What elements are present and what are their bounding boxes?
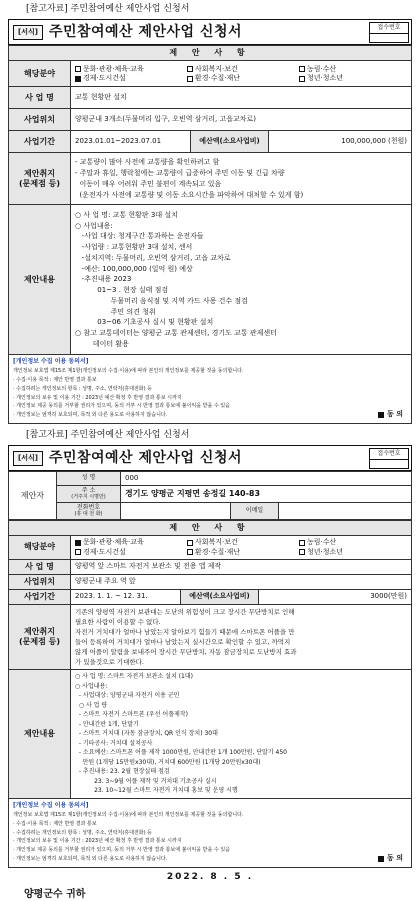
privacy-lines bbox=[13, 811, 407, 864]
content-line: -사업량 : 교통현황판 3대 설치, 센서 bbox=[75, 243, 193, 252]
reason-label-main: 제안취지 bbox=[24, 627, 55, 637]
category-grid bbox=[75, 538, 407, 557]
content-line: 03~06 기초공사 실시 및 현황판 설치 bbox=[75, 318, 214, 327]
proposal-table bbox=[8, 520, 412, 799]
category-label: 청년·청소년 bbox=[307, 74, 344, 83]
project-content[interactable] bbox=[71, 670, 412, 799]
project-budget[interactable]: 100,000,000 (천원) bbox=[269, 131, 412, 153]
project-period[interactable]: 2023.01.01~2023.07.01 bbox=[71, 131, 191, 153]
project-name[interactable]: 양평역 앞 스마트 자전거 보관소 및 전용 앱 제작 bbox=[71, 559, 412, 574]
content-line: 주민 의견 청취 bbox=[75, 307, 156, 316]
receipt-number-label: 접수번호 bbox=[369, 448, 409, 460]
checkbox-checked-icon bbox=[75, 76, 81, 82]
field-label: 해당분야 bbox=[9, 61, 71, 87]
proposal-table bbox=[8, 45, 412, 355]
budget-label: 예산액(소요사업비) bbox=[191, 131, 269, 153]
checkbox-empty-icon bbox=[299, 549, 305, 555]
applicant-address-label bbox=[57, 486, 121, 503]
category-option[interactable] bbox=[75, 74, 183, 83]
privacy-line: · 수집하려는 개인정보의 항목 : 성명, 주소, 연락처(휴대전화) 등 bbox=[13, 829, 152, 836]
category-label: 문화·관광·체육·교육 bbox=[83, 538, 144, 547]
budget-label: 예산액(소요사업비) bbox=[181, 589, 259, 604]
category-option[interactable] bbox=[75, 538, 183, 547]
privacy-line: · 수집·이용 목적 : 제안 반영 결과 통보 bbox=[13, 820, 97, 827]
reason-label bbox=[9, 604, 71, 670]
reason-label-sub: (문제점 등) bbox=[18, 637, 60, 647]
checkbox-empty-icon bbox=[187, 76, 193, 82]
reason-line: 이동이 매우 어려워 주민 불편이 계속되고 있음 bbox=[75, 179, 222, 188]
title-bar bbox=[8, 445, 412, 471]
reason-line: 않게 어플이 알림을 보내주어 장시간 무단방치, 자동 잠금장치로 도난방지 효과 bbox=[75, 648, 297, 657]
content-line: - 스마트 자전거 스마트폰 (우선 어플제작) bbox=[75, 711, 188, 719]
category-label: 환경·수질·재난 bbox=[195, 547, 241, 556]
address-label-sub: (거주지 시명만) bbox=[71, 493, 106, 500]
content-line: - 안내간판 1개, 단말기 bbox=[75, 720, 139, 728]
checkbox-empty-icon bbox=[187, 66, 193, 72]
content-label: 제안내용 bbox=[9, 670, 71, 799]
form-2 bbox=[8, 430, 412, 901]
phone-label-main: 전화번호 bbox=[76, 504, 101, 512]
category-option[interactable] bbox=[187, 538, 295, 547]
location-label: 사업위치 bbox=[9, 574, 71, 589]
checkbox-empty-icon bbox=[75, 549, 81, 555]
agree-label: 동 의 bbox=[387, 854, 403, 863]
reason-label bbox=[9, 153, 71, 205]
form-title: 주민참여예산 제안사업 신청서 bbox=[48, 449, 242, 466]
reason-line: 필요한 사람이 이용할 수 없다. bbox=[75, 617, 161, 626]
submission-date: 2022. 8 . 5 . bbox=[166, 871, 254, 882]
category-label: 농림·수산 bbox=[307, 538, 337, 547]
content-line: ○ 사업내용: bbox=[75, 682, 108, 690]
category-option[interactable] bbox=[299, 548, 407, 557]
privacy-line: · 개인정보는 엄격히 보호되며, 목적 외 다른 용도로 사용하지 않습니다. bbox=[13, 855, 168, 862]
privacy-line: · 개인정보의 보유 및 이용 기간 : 2023년 예산 확정 후 반영 결과 통보 시까지 bbox=[13, 394, 182, 401]
agree-checkbox[interactable] bbox=[378, 854, 403, 863]
field-label: 해당분야 bbox=[9, 536, 71, 560]
receipt-number-label: 접수번호 bbox=[369, 22, 409, 34]
category-label: 사회복지·보건 bbox=[195, 64, 238, 73]
location-label: 사업위치 bbox=[9, 109, 71, 131]
form-badge: [서식] bbox=[13, 25, 43, 40]
content-line: 두물머리 음식점 및 지역 카드 사용 건수 점검 bbox=[75, 296, 248, 305]
applicant-label: 제안자 bbox=[9, 472, 57, 520]
checkbox-checked-icon bbox=[75, 540, 81, 546]
form-title: 주민참여예산 제안사업 신청서 bbox=[48, 23, 242, 40]
section-header: 제 안 사 항 bbox=[9, 46, 412, 61]
section-header: 제 안 사 항 bbox=[9, 521, 412, 536]
category-label: 환경·수질·재난 bbox=[195, 74, 241, 83]
category-label: 청년·청소년 bbox=[307, 547, 344, 556]
category-option[interactable] bbox=[75, 65, 183, 74]
category-label: 사회복지·보건 bbox=[195, 538, 238, 547]
applicant-table bbox=[8, 471, 412, 520]
name-label: 사 업 명 bbox=[9, 87, 71, 109]
privacy-line: · 수집·이용 목적 : 제안 반영 결과 통보 bbox=[13, 377, 97, 384]
reason-line: 자전거 거치대가 얼마나 남았는지 알아보기 힘들기 때문에 스마트폰 어플을 만 bbox=[75, 627, 295, 636]
reason-line: 가 있을것으로 기대한다. bbox=[75, 658, 144, 667]
checkbox-empty-icon bbox=[75, 66, 81, 72]
agree-checkbox[interactable] bbox=[378, 410, 403, 419]
checkbox-empty-icon bbox=[187, 540, 193, 546]
receipt-number-field[interactable] bbox=[369, 31, 409, 43]
category-cell bbox=[71, 61, 412, 87]
content-line: -추진내용 2023 bbox=[75, 275, 132, 284]
applicant-name[interactable]: 000 bbox=[121, 472, 412, 486]
content-line: ○ 참고 교통데이터는 양평군 교통 관제센터, 경기도 교통 관제센터 bbox=[75, 329, 277, 338]
content-line: ○ 사업내용: bbox=[75, 221, 113, 230]
checkbox-empty-icon bbox=[299, 66, 305, 72]
category-label: 농림·수산 bbox=[307, 64, 337, 73]
privacy-consent bbox=[8, 799, 412, 868]
applicant-name-label: 성 명 bbox=[57, 472, 121, 486]
content-line: 만원 (1개당 15만원x30대), 거치대 600만원 (1개당 20만원x30대) bbox=[75, 758, 261, 766]
project-location[interactable]: 양평군내 3개소(두물머리 입구, 오빈역 삼거리, 고읍교차로) bbox=[71, 109, 412, 131]
form-1 bbox=[8, 4, 412, 424]
content-line: -사업 대상: 청계구간 통과하는 운전자들 bbox=[75, 232, 204, 241]
privacy-lines bbox=[13, 367, 407, 420]
category-option[interactable] bbox=[187, 65, 295, 74]
content-line: - 추진내용: 23. 2월 현장실태 점검 bbox=[75, 768, 170, 776]
content-line: ○ 사 업 량 bbox=[75, 701, 108, 709]
reason-line: 들어 등록하여 거치대가 얼마나 남았는지 실시간으로 확인할 수 있고, 까먹지 bbox=[75, 638, 291, 647]
checkbox-empty-icon bbox=[187, 549, 193, 555]
reason-line: - 주말과 휴일, 행락철에는 교통량이 급증하여 주민 이동 및 긴급 차량 bbox=[75, 169, 285, 177]
form-badge: [서식] bbox=[13, 451, 43, 466]
category-option[interactable] bbox=[75, 548, 183, 557]
project-budget[interactable]: 3000(만원) bbox=[259, 589, 412, 604]
checkbox-empty-icon bbox=[299, 76, 305, 82]
privacy-line: · 수집하려는 개인정보의 항목 : 성명, 주소, 연락처(휴대전화) 등 bbox=[13, 385, 152, 392]
reason-label-main: 제안취지 bbox=[24, 168, 55, 178]
content-line: - 사업대상: 양평군내 자전거 이용 군민 bbox=[75, 692, 180, 700]
privacy-line: · 개인정보의 보유 및 이용 기간 : 2023년 예산 확정 후 반영 결과 통보 시까지 bbox=[13, 838, 182, 845]
content-line: - 스마트 거치대 (자동 잠금장치, QR 인식 장치) 30대 bbox=[75, 730, 218, 738]
category-label: 문화·관광·체육·교육 bbox=[83, 64, 144, 73]
project-period[interactable]: 2023. 1. 1. ~ 12. 31. bbox=[71, 589, 181, 604]
agree-label: 동 의 bbox=[387, 410, 403, 419]
signature-line: 양평군수 귀하 bbox=[24, 888, 86, 900]
project-location[interactable]: 양평군내 주요 역 앞 bbox=[71, 574, 412, 589]
project-reason[interactable] bbox=[71, 604, 412, 670]
content-line: -예산: 100,000,000 (일억 원) 예상 bbox=[75, 264, 193, 273]
reason-label-sub: (문제점 등) bbox=[18, 178, 60, 188]
privacy-title: [개인정보 수집 이용 동의서] bbox=[13, 358, 89, 366]
category-label: 경제·도시건설 bbox=[83, 547, 126, 556]
applicant-email-label: 이메일 bbox=[231, 503, 279, 520]
applicant-address[interactable]: 경기도 양평군 지평면 송정길 140-83 bbox=[121, 486, 412, 503]
project-name[interactable]: 교통 현황판 설치 bbox=[71, 87, 412, 109]
reason-line: - 교통량이 많아 사전에 교통량을 확인하려고 함 bbox=[75, 158, 220, 167]
privacy-title: [개인정보 수집 이용 동의서] bbox=[13, 801, 89, 809]
content-line: - 기타공사: 거치대 설치공사 bbox=[75, 739, 153, 747]
period-label: 사업기간 bbox=[9, 589, 71, 604]
reference-label: [참고자료] 주민참여예산 제안사업 신청서 bbox=[26, 4, 190, 14]
content-line: -설치지역: 두물머리, 오빈역 삼거리, 고읍 교차로 bbox=[75, 253, 231, 262]
category-cell bbox=[71, 536, 412, 560]
content-line: 23. 10~12월 스마트 자전거 거치대 홍보 및 운영 시행 bbox=[75, 787, 238, 795]
content-line: 23. 3~9월 어플 제작 및 거치대 기초공사 실시 bbox=[75, 777, 217, 785]
applicant-phone[interactable] bbox=[121, 503, 231, 520]
category-option[interactable] bbox=[299, 74, 407, 83]
reference-label: [참고자료] 주민참여예산 제안사업 신청서 bbox=[26, 430, 190, 440]
applicant-phone-label bbox=[57, 503, 121, 520]
privacy-line: · 개인정보는 엄격히 보호되며, 목적 외 다른 용도로 사용하지 않습니다. bbox=[13, 412, 168, 419]
content-line: - 소요예산: 스마트폰 어플 제작 1000만원, 안내간판 1개 100만원, 단말기 450 bbox=[75, 749, 287, 757]
checkbox-empty-icon bbox=[299, 540, 305, 546]
privacy-line: · 개인정보 제공 동의를 거부할 권리가 있으며, 동의 거부 시 반영 결과 통보에 불이익을 받을 수 있음 bbox=[13, 847, 230, 854]
category-option[interactable] bbox=[299, 65, 407, 74]
address-label-main: 주 소 bbox=[81, 487, 96, 494]
period-label: 사업기간 bbox=[9, 131, 71, 153]
content-line: ○ 사 업 명: 교통 현황판 3대 설치 bbox=[75, 210, 178, 219]
reason-line: 기존의 양평역 자전거 보관대는 도난의 위험성이 크고 장시간 무단방치로 인해 bbox=[75, 607, 295, 616]
category-option[interactable] bbox=[299, 538, 407, 547]
privacy-line: 개인정보 보호법 제15조 제1항(개인정보의 수집·이용)에 따라 본인의 개인정보를 제공할 것을 동의합니다. bbox=[13, 368, 244, 375]
checkbox-checked-icon bbox=[378, 412, 384, 418]
title-bar bbox=[8, 19, 412, 45]
checkbox-checked-icon bbox=[378, 856, 384, 862]
content-line: ○ 사 업 명: 스마트 자전거 보관소 설치 (1대) bbox=[75, 673, 193, 681]
category-label: 경제·도시건설 bbox=[83, 74, 126, 83]
privacy-line: · 개인정보 제공 동의를 거부할 권리가 있으며, 동의 거부 시 반영 결과 통보에 불이익을 받을 수 있음 bbox=[13, 403, 230, 410]
applicant-email[interactable] bbox=[279, 503, 412, 520]
content-line: 데이터 활용 bbox=[75, 339, 129, 348]
category-option[interactable] bbox=[187, 548, 295, 557]
name-label: 사 업 명 bbox=[9, 559, 71, 574]
category-grid bbox=[75, 65, 407, 84]
project-content[interactable] bbox=[71, 205, 412, 355]
phone-label-sub: (휴 대 전 화) bbox=[74, 510, 103, 517]
receipt-number-field[interactable] bbox=[369, 457, 409, 469]
project-reason[interactable] bbox=[71, 153, 412, 205]
privacy-line: 개인정보 보호법 제15조 제1항(개인정보의 수집·이용)에 따라 본인의 개인정보를 제공할 것을 동의합니다. bbox=[13, 812, 244, 819]
content-label: 제안내용 bbox=[9, 205, 71, 355]
category-option[interactable] bbox=[187, 74, 295, 83]
privacy-consent bbox=[8, 355, 412, 424]
reason-line: (운전자가 사전에 교통량 및 이동 소요시간을 파악하여 대처할 수 있게 함) bbox=[75, 190, 304, 199]
content-line: 01~3 . 현장 실태 점검 bbox=[75, 286, 169, 295]
